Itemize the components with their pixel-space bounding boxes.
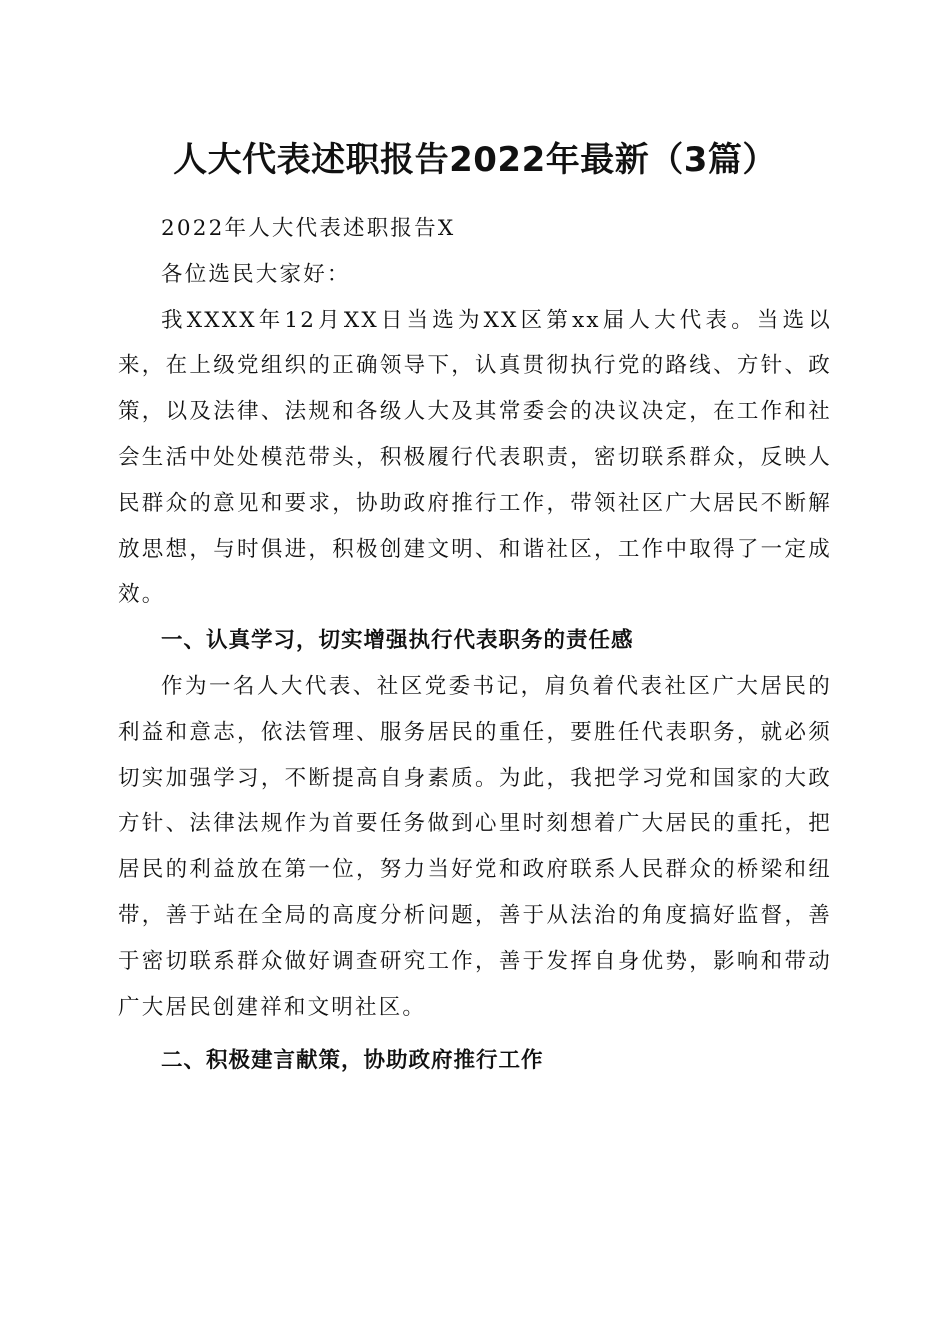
section-2-heading: 二、积极建言献策，协助政府推行工作 bbox=[161, 1048, 544, 1074]
document-title: 人大代表述职报告2022年最新（3篇） bbox=[173, 140, 777, 180]
intro-paragraph: 我XXXX年12月XX日当选为XX区第xx届人大代表。当选以来，在上级党组织的正确领导下，认真贯彻执行党的路线、方针、政策，以及法律、法规和各级人大及其常委会的决议决定，在工作和社会生活中处处模范带头，积极履行代表职责，密切联系群众，反映人民群众的意见和要求，协助政府推行工作，带领社区广大居民不断解放思想，与时俱进，积极创建文明、和谐社区，工作中取得了一定成效。 bbox=[118, 307, 832, 608]
section-1-heading: 一、认真学习，切实增强执行代表职务的责任感 bbox=[161, 628, 634, 654]
report-subtitle: 2022年人大代表述职报告X bbox=[161, 216, 456, 241]
section-1-paragraph: 作为一名人大代表、社区党委书记，肩负着代表社区广大居民的利益和意志，依法管理、服务居民的重任，要胜任代表职务，就必须切实加强学习，不断提高自身素质。为此，我把学习党和国家的大政方针、法律法规作为首要任务做到心里时刻想着广大居民的重托，把居民的利益放在第一位，努力当好党和政府联系人民群众的桥梁和纽带，善于站在全局的高度分析问题，善于从法治的角度搞好监督，善于密切联系群众做好调查研究工作，善于发挥自身优势，影响和带动广大居民创建祥和文明社区。 bbox=[118, 673, 832, 1020]
document-body bbox=[118, 206, 832, 1084]
greeting: 各位选民大家好： bbox=[161, 261, 351, 287]
